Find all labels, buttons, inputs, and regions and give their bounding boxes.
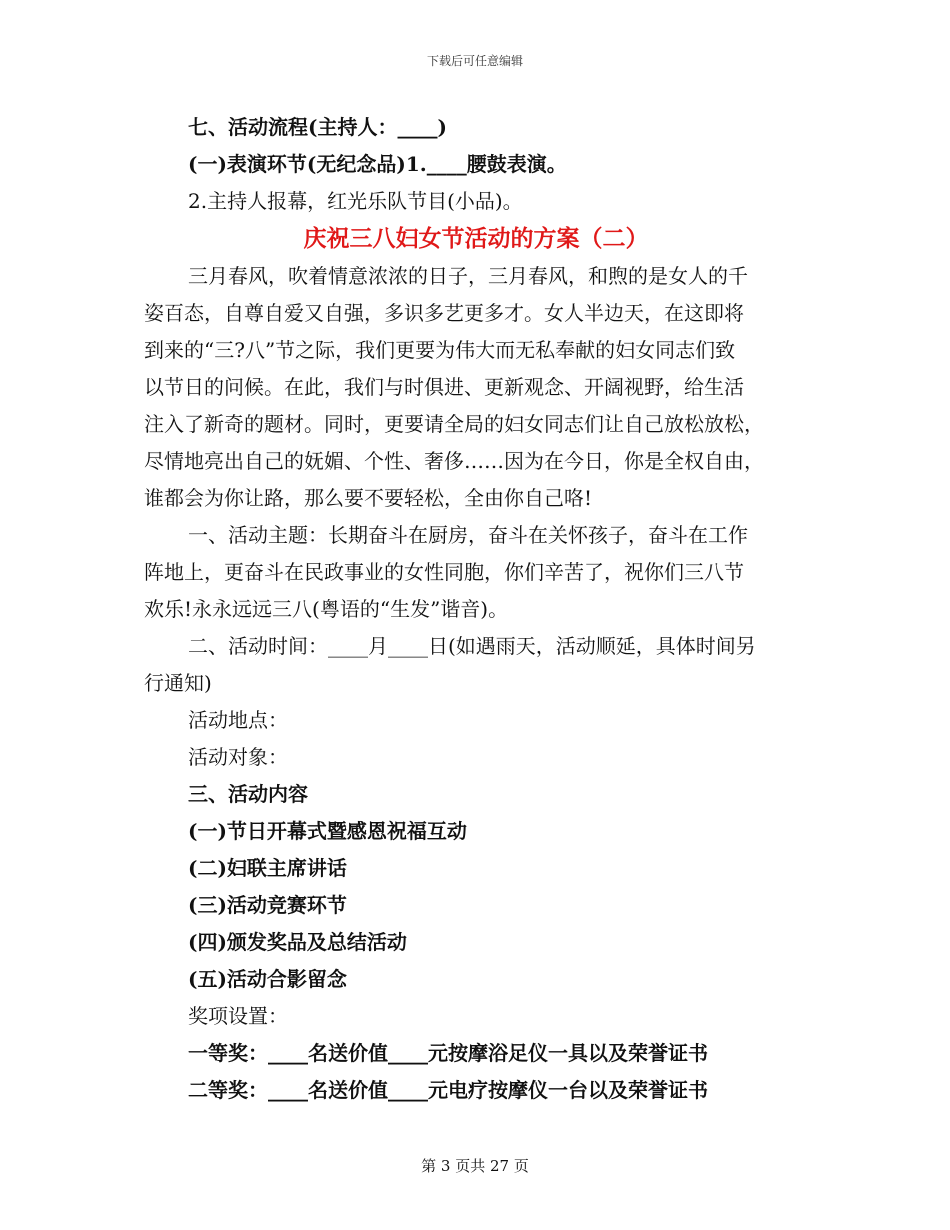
theme-line: 阵地上，更奋斗在民政事业的女性同胞，你们辛苦了，祝你们三八节 [144,560,744,584]
intro-line: 注入了新奇的题材。同时，更要请全局的妇女同志们让自己放松放松， [144,412,764,436]
content-item: (五)活动合影留念 [188,967,347,991]
time-line: 二、活动时间：____月____日(如遇雨天，活动顺延，具体时间另 [188,634,756,658]
theme-line: 欢乐!永永远远三八(粤语的“生发”谐音)。 [144,597,509,621]
place-line: 活动地点： [188,708,288,732]
content-item: (二)妇联主席讲话 [188,856,347,880]
award-item: 一等奖：____名送价值____元按摩浴足仪一具以及荣誉证书 [188,1041,708,1065]
theme-line: 一、活动主题：长期奋斗在厨房，奋斗在关怀孩子，奋斗在工作 [188,523,748,547]
intro-line: 三月春风，吹着情意浓浓的日子，三月春风，和煦的是女人的千 [188,264,748,288]
page-header: 下载后可任意编辑 [426,54,523,68]
intro-line: 尽情地亮出自己的妩媚、个性、奢侈……因为在今日，你是全权自由， [144,449,764,473]
doc-title: 庆祝三八妇女节活动的方案（二） [303,225,649,252]
content-item: (一)节日开幕式暨感恩祝福互动 [188,819,467,843]
intro-line: 以节日的问候。在此，我们与时俱进、更新观念、开阔视野，给生活 [144,375,744,399]
content-heading: 三、活动内容 [188,782,308,806]
time-line: 行通知) [144,671,212,695]
section7-item-2: 2.主持人报幕，红光乐队节目(小品)。 [188,189,523,213]
award-item: 二等奖：____名送价值____元电疗按摩仪一台以及荣誉证书 [188,1078,708,1102]
section7-item-1: (一)表演环节(无纪念品)1.____腰鼓表演。 [188,152,567,176]
intro-line: 谁都会为你让路，那么要不要轻松，全由你自己咯! [144,486,593,510]
intro-line: 姿百态，自尊自爱又自强，多识多艺更多才。女人半边天，在这即将 [144,301,744,325]
awards-heading: 奖项设置： [188,1004,288,1028]
section7-heading: 七、活动流程(主持人：____) [188,115,447,139]
target-line: 活动对象： [188,745,288,769]
content-item: (三)活动竞赛环节 [188,893,347,917]
document-body [144,109,808,1109]
content-item: (四)颁发奖品及总结活动 [188,930,407,954]
intro-line: 到来的“三?八”节之际，我们更要为伟大而无私奉献的妇女同志们致 [144,338,736,362]
page-footer: 第 3 页共 27 页 [421,1157,529,1175]
